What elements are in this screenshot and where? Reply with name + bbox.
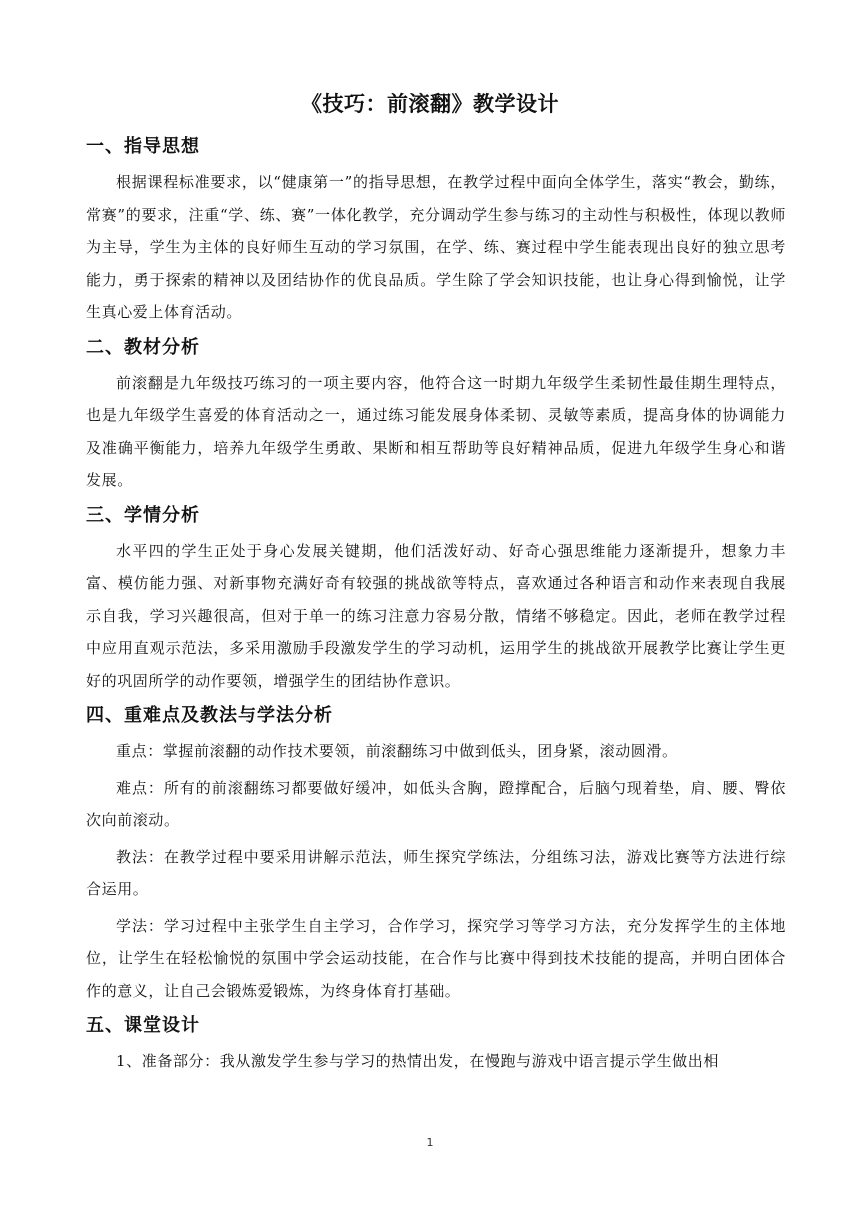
- section-material-analysis: [86, 333, 786, 497]
- section-heading: 一、指导思想: [86, 136, 200, 157]
- paragraph: 1、准备部分：我从激发学生参与学习的热情出发，在慢跑与游戏中语言提示学生做出相: [116, 1052, 719, 1070]
- page-number: 1: [426, 1136, 434, 1149]
- section-heading: 三、学情分析: [86, 504, 200, 526]
- section-class-design: [86, 1011, 786, 1078]
- section-heading: 五、课堂设计: [86, 1015, 200, 1036]
- document-body: [86, 132, 786, 1082]
- paragraph: 前滚翻是九年级技巧练习的一项主要内容，他符合这一时期九年级学生柔韧性最佳期生理特点，也是九年级学生喜爱的体育活动之一，通过练习能发展身体柔韧、灵敏等素质，提高身体的协调能力及准确平衡能力，培养九年级学生勇敢、果断和相互帮助等良好精神品质，促进九年级学生身心和谐发展。: [86, 373, 786, 489]
- section-key-points-methods: [86, 701, 786, 1007]
- paragraph: 根据课程标准要求，以“健康第一”的指导思想，在教学过程中面向全体学生，落实“教会，勤练，常赛”的要求，注重“学、练、赛”一体化教学，充分调动学生参与练习的主动性与积极性，体现以教师为主导，学生为主体的良好师生互动的学习氛围，在学、练、赛过程中学生能表现出良好的独立思考能力，勇于探索的精神以及团结协作的优良品质。学生除了学会知识技能，也让身心得到愉悦，让学生真心爱上体育活动。: [86, 173, 786, 321]
- section-heading: 二、教材分析: [86, 336, 200, 358]
- paragraph: 水平四的学生正处于身心发展关键期，他们活泼好动、好奇心强思维能力逐渐提升，想象力丰富、模仿能力强、对新事物充满好奇有较强的挑战欲等特点，喜欢通过各种语言和动作来表现自我展示自我，学习兴趣很高，但对于单一的练习注意力容易分散，情绪不够稳定。因此，老师在教学过程中应用直观示范法，多采用激励手段激发学生的学习动机，运用学生的挑战欲开展教学比赛让学生更好的巩固所学的动作要领，增强学生的团结协作意识。: [86, 541, 786, 690]
- paragraph-teaching-method: 教法：在教学过程中要采用讲解示范法，师生探究学练法，分组练习法，游戏比赛等方法进行综合运用。: [86, 847, 786, 898]
- paragraph-learning-method: 学法：学习过程中主张学生自主学习，合作学习，探究学习等学习方法，充分发挥学生的主体地位，让学生在轻松愉悦的氛围中学会运动技能，在合作与比赛中得到技术技能的提高，并明白团体合作的意义，让自己会锻炼爱锻炼，为终身体育打基础。: [86, 916, 786, 1000]
- section-student-analysis: [86, 501, 786, 698]
- section-heading: 四、重难点及教法与学法分析: [86, 705, 333, 726]
- paragraph-key-point: 重点：掌握前滚翻的动作技术要领，前滚翻练习中做到低头，团身紧，滚动圆滑。: [116, 742, 678, 760]
- document-title: 《技巧：前滚翻》教学设计: [301, 91, 559, 116]
- paragraph-difficulty: 难点：所有的前滚翻练习都要做好缓冲，如低头含胸，蹬撑配合，后脑勺现着垫，肩、腰、臀依次向前滚动。: [86, 778, 786, 829]
- section-guiding-ideology: [86, 132, 786, 329]
